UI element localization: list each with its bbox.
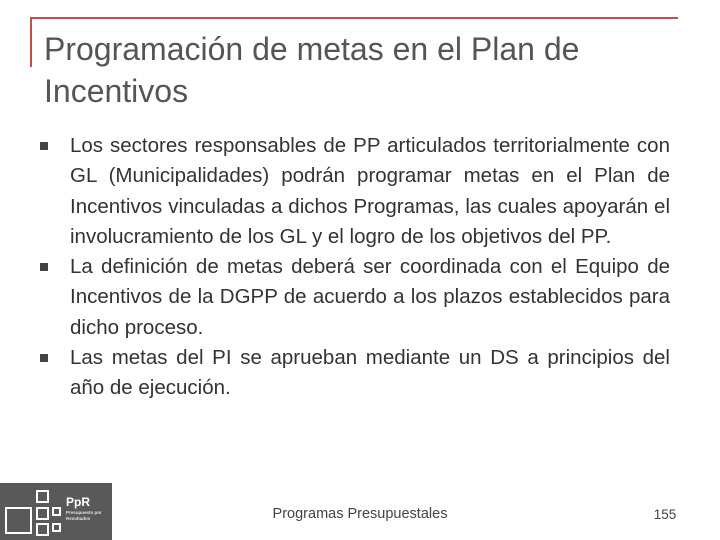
logo-square-small xyxy=(36,490,49,503)
logo-square-small xyxy=(36,523,49,536)
bullet-text: Las metas del PI se aprueban mediante un DS a principios del año de ejecución. xyxy=(70,346,670,400)
square-bullet-icon xyxy=(40,354,48,362)
logo-square-small xyxy=(52,523,61,532)
bullet-text: La definición de metas deberá ser coordinada con el Equipo de Incentivos de la DGPP de acuerdo a los plazos establecidos para dicho proceso. xyxy=(70,255,670,339)
square-bullet-icon xyxy=(40,263,48,271)
logo-square-small xyxy=(36,507,49,520)
bullet-text: Los sectores responsables de PP articulados territorialmente con GL (Municipalidades) podrán programar metas en el Plan de Incentivos vinculadas a dichos Programas, las cuales apoyarán el involucramiento de los GL y el logro de los objetivos del PP. xyxy=(70,134,670,248)
logo-square-small xyxy=(52,507,61,516)
bullet-item xyxy=(40,343,670,404)
logo-name: PpR xyxy=(66,495,90,509)
bullet-item xyxy=(40,131,670,252)
square-bullet-icon xyxy=(40,142,48,150)
logo-subtitle: Presupuesto por Resultados xyxy=(66,510,102,521)
bullet-list xyxy=(40,131,670,404)
logo-square-large xyxy=(5,507,32,534)
title-frame-top-rule xyxy=(30,17,678,19)
ppr-logo xyxy=(0,483,112,540)
footer-center-text: Programas Presupuestales xyxy=(272,506,448,522)
page-number: 155 xyxy=(653,507,677,522)
title-frame-left-rule xyxy=(30,17,32,67)
bullet-item xyxy=(40,252,670,343)
slide-title: Programación de metas en el Plan de Incentivos xyxy=(44,31,580,109)
